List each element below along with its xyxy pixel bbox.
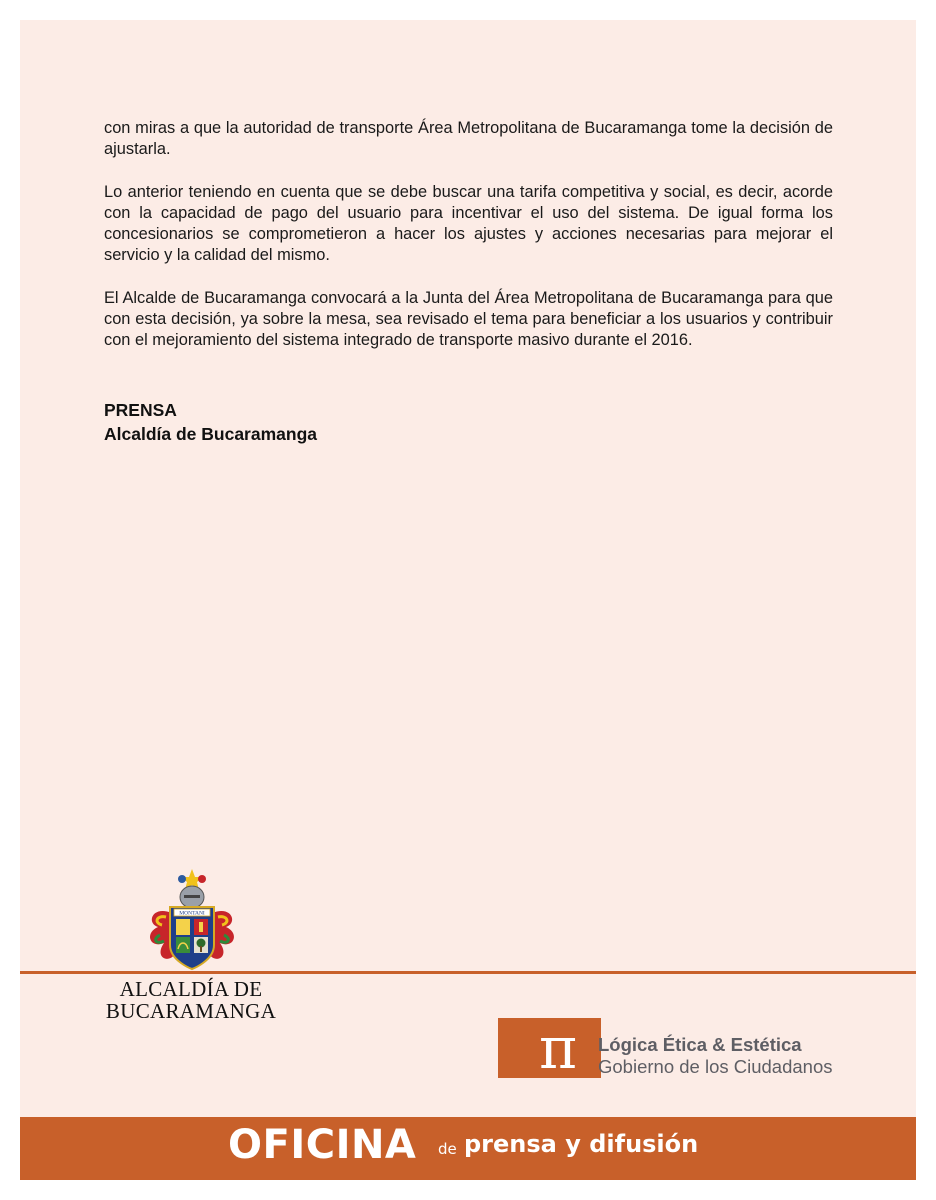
svg-text:π: π — [538, 1018, 578, 1078]
footer-divider — [20, 971, 916, 974]
slogan-block — [598, 1034, 833, 1078]
paragraph-3: El Alcalde de Bucaramanga convocará a la Junta del Área Metropolitana de Bucaramanga para que con esta decisión, ya sobre la mesa, sea revisado el tema para beneficiar a los usuarios y contribuir con el mejoramiento del sistema integrado de transporte masivo durante el 2016. — [104, 289, 833, 349]
crest-motto: MONTANI — [179, 910, 205, 917]
paragraph-1: con miras a que la autoridad de transporte Área Metropolitana de Bucaramanga tome la decisión de ajustarla. — [104, 119, 833, 158]
coat-of-arms-logo — [138, 865, 246, 975]
institution-name-line1: ALCALDÍA DE — [119, 977, 263, 1001]
paragraph-2: Lo anterior teniendo en cuenta que se debe buscar una tarifa competitiva y social, es decir, acorde con la capacidad de pago del usuario para incentivar el uso del sistema. De igual forma los concesionarios se comprometieron a hacer los ajustes y acciones necesarias para mejorar el servicio y la calidad del mismo. — [104, 183, 833, 264]
footer-title-main: OFICINA — [228, 1122, 417, 1168]
signature-entity: Alcaldía de Bucaramanga — [104, 424, 317, 444]
slogan-line1: Lógica Ética & Estética — [598, 1034, 802, 1055]
body-text — [104, 118, 833, 373]
document-page — [20, 20, 916, 1180]
institution-name — [96, 978, 286, 1022]
pi-logo — [498, 1018, 601, 1078]
signature-office: PRENSA — [104, 400, 177, 420]
institution-name-line2: BUCARAMANGA — [105, 999, 277, 1023]
pi-icon — [498, 1018, 601, 1078]
footer-title-rest: prensa y difusión — [464, 1130, 699, 1158]
footer-title-connector: de — [438, 1140, 457, 1158]
slogan-line2: Gobierno de los Ciudadanos — [598, 1056, 833, 1077]
signature-block — [104, 398, 317, 446]
